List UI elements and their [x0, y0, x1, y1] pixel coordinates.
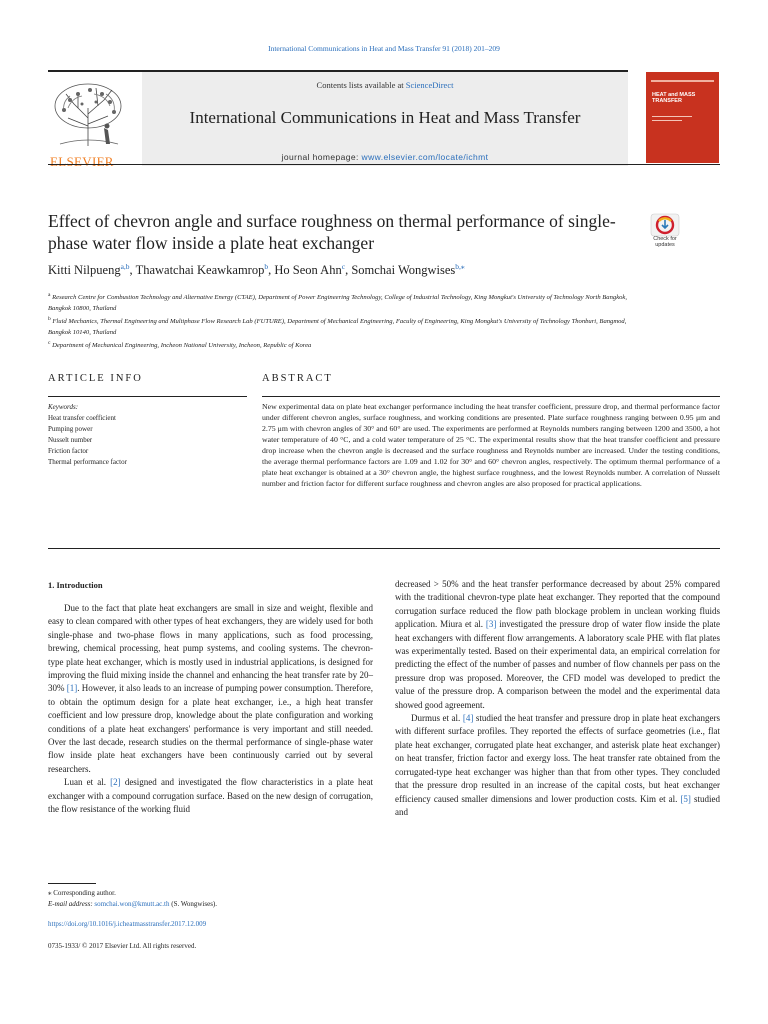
text-run: Luan et al.	[64, 777, 111, 788]
journal-header	[48, 70, 628, 169]
sciencedirect-link[interactable]: ScienceDirect	[405, 80, 454, 90]
cover-line	[652, 116, 692, 117]
affiliation	[48, 338, 648, 351]
masthead	[142, 72, 628, 166]
email-link[interactable]: somchai.won@kmutt.ac.th	[94, 900, 170, 908]
email-note	[48, 899, 373, 910]
keyword-item: Heat transfer coefficient	[48, 414, 116, 422]
author-affiliation-mark[interactable]: a,b	[120, 262, 130, 271]
affiliation-text: Department of Mechanical Engineering, Incheon National University, Incheon, Republic of Korea	[52, 342, 312, 350]
footnote-divider	[48, 883, 96, 884]
homepage-link[interactable]: www.elsevier.com/locate/ichmt	[361, 152, 489, 162]
paragraph	[48, 776, 373, 816]
contents-prefix: Contents lists available at	[316, 80, 406, 90]
author-separator: ,	[345, 263, 352, 278]
author-separator: ,	[129, 263, 136, 278]
cover-strip	[651, 80, 714, 82]
abstract-heading: ABSTRACT	[262, 373, 333, 384]
paragraph	[395, 712, 720, 819]
author-name[interactable]: Somchai Wongwises	[351, 263, 456, 278]
text-run: studied and	[395, 793, 720, 817]
body-divider	[48, 548, 720, 549]
text-run: . However, it also leads to an increase of pumping power consumption. Therefore, to obtain the optimum design for a plate heat exchanger, i.e., a high heat transfer coefficient and low pressure drop, knowledge about the plate configuration and working conditions of a plate heat exchangers' performance is very important and still needed. Over the last decade, research studies on the thermal performance of single-phase water flow inside plate heat exchangers have been continuously carried out by several researchers.	[48, 683, 374, 774]
affiliation-mark: a	[48, 292, 51, 298]
text-run: Due to the fact that plate heat exchangers are small in size and weight, flexible and easy to clean compared with other types of heat exchangers, they are widely used for both single-phase and two-phase flows in many applications, such as food processing, brewing, chemical processing, heat pump systems, and cooling systems. The chevron-type plate heat exchanger, which is mostly used in industrial applications, is designed for improving the fluid mixing inside the channel and enhancing the heat transfer rate by 20–30%	[48, 603, 373, 694]
affiliation	[48, 314, 648, 338]
corresponding-author-note: ⁎ Corresponding author.	[48, 889, 116, 897]
citation-link[interactable]: [3]	[485, 619, 497, 630]
crossmark-label[interactable]: Check for updates	[653, 236, 677, 248]
abstract-text: New experimental data on plate heat exchanger performance including the heat transfer coefficient, pressure drop, and thermal performance factor under different chevron angles, surface roughness, and working conditions are presented. Plate surface roughness ranging between 0.95 μm and 2.75 μm with chevron angles of 30° and 60° are used. The experiments are performed at Reynolds numbers ranging between 1200 and 3500, a hot water temperature of 40 °C, and a cold water temperature of 25 °C. The experimental results show that the heat transfer coefficient and pressure drop increase when the chevron angle is decreased and the surface roughness and Reynolds number are increased. Under the testing conditions, the average thermal performance factors are 1.09 and 1.02 for 30° and 60° chevron angles, respectively. The optimum thermal performance of a plate heat exchanger is obtained at a 30° chevron angle, the highest surface roughness, and the lowest Reynolds number. A correlation of Nusselt number and friction factor for different surface roughness and chevron angles are also proposed for practical applications.	[262, 402, 720, 488]
author-affiliation-mark[interactable]: c	[341, 262, 346, 271]
text-run: studied the heat transfer and pressure drop in plate heat exchangers with different surface profiles. They reported the effects of surface geometries (i.e., flat plate heat exchanger, corrugated plate heat exchanger, and asterisk plate heat exchanger) on heat transfer, friction factor and exergy loss. The heat transfer rate obtained from the corrugated-type heat exchanger was higher than that from other types. They concluded that the pressure drop resulted in an increase of the capital costs, but heat exchanger efficiency caused smaller dimensions and lower production costs. Kim et al.	[395, 713, 721, 804]
affiliation	[48, 290, 648, 314]
keyword-item: Friction factor	[48, 447, 89, 455]
article-info-heading: ARTICLE INFO	[48, 373, 143, 384]
author-affiliation-mark[interactable]: b	[264, 262, 269, 271]
affiliation-text: Fluid Mechanics, Thermal Engineering and Multiphase Flow Research Lab (FUTURE), Department of Mechanical Engineering, Faculty of Engineering, King Mongkut's University of Technology Thonburi, Bangmod, Bangkok 10140, Thailand	[48, 318, 627, 337]
keyword-item: Thermal performance factor	[48, 458, 127, 466]
article-title: Effect of chevron angle and surface roughness on thermal performance of single-phase water flow inside a plate heat exchanger	[48, 211, 616, 253]
introduction-heading: 1. Introduction	[48, 580, 103, 590]
author-affiliation-mark[interactable]: b,⁎	[455, 262, 465, 271]
body-column-left	[48, 602, 373, 817]
journal-reference[interactable]: International Communications in Heat and Mass Transfer 91 (2018) 201–209	[268, 44, 500, 53]
homepage-line	[142, 152, 628, 162]
journal-title: International Communications in Heat and Mass Transfer	[189, 108, 581, 127]
keyword-item: Pumping power	[48, 425, 93, 433]
keyword-item: Nusselt number	[48, 436, 93, 444]
tree-icon	[48, 78, 128, 150]
citation-link[interactable]: [1]	[66, 683, 78, 694]
footnotes	[48, 888, 373, 910]
text-run: investigated the pressure drop of water flow inside the plate heat exchangers with different flow arrangements. A laboratory scale PHE with flat plates was experimentally tested. Based on their experimental data, an empirical correlation for predicting the effect of the number of passes and number of flow channels per pass on the pressure drop was proposed. Moreover, the CFD model was developed to predict the value of the pressure drop. A comparison between the model and the experimental data showed good agreement.	[395, 619, 720, 710]
citation-link[interactable]: [2]	[110, 777, 121, 788]
journal-cover-thumbnail[interactable]	[646, 72, 719, 163]
abstract-divider	[262, 396, 720, 397]
author-name[interactable]: Ho Seon Ahn	[274, 263, 342, 278]
homepage-prefix: journal homepage:	[281, 152, 362, 162]
paragraph	[395, 578, 720, 712]
text-run: Durmus et al.	[411, 713, 463, 724]
text-run: designed and investigated the flow characteristics in a plate heat exchanger with a compound corrugation surface. Based on the new design of corrugation, the flow resistance of the working fluid	[48, 777, 374, 815]
author-name[interactable]: Kitti Nilpueng	[48, 263, 121, 278]
citation-link[interactable]: [4]	[462, 713, 474, 724]
copyright-notice: 0735-1933/ © 2017 Elsevier Ltd. All rights reserved.	[48, 942, 197, 950]
citation-link[interactable]: [5]	[680, 793, 691, 804]
header-divider	[48, 164, 720, 165]
email-suffix: (S. Wongwises).	[169, 900, 218, 908]
elsevier-logo	[48, 78, 128, 168]
doi-link[interactable]: https://doi.org/10.1016/j.icheatmasstransfer.2017.12.009	[48, 920, 207, 928]
affiliation-mark: c	[48, 340, 51, 347]
contents-line	[142, 80, 628, 90]
author-separator: ,	[268, 263, 275, 278]
author-list	[48, 262, 688, 278]
cover-title: HEAT and MASS TRANSFER	[652, 92, 696, 104]
author-name[interactable]: Thawatchai Keawkamrop	[135, 263, 265, 278]
keywords-block	[48, 402, 247, 468]
cover-line	[652, 120, 682, 121]
paragraph	[48, 602, 373, 776]
keywords-heading: Keywords:	[48, 403, 79, 411]
publisher-name: ELSEVIER	[50, 154, 114, 169]
text-run: decreased > 50% and the heat transfer performance decreased by about 25% compared with the traditional chevron-type plate heat exchanger. They reported that the compound corrugation surface reduced the flow path blockage problem in unclean working fluids application. Miura et al.	[395, 579, 720, 630]
body-column-right	[395, 578, 720, 819]
affiliations	[48, 290, 648, 352]
affiliation-mark: b	[48, 316, 51, 323]
affiliation-text: Research Centre for Combustion Technology and Alternative Energy (CTAE), Department of Power Engineering Technology, College of Industrial Technology, King Mongkut's University of Technology North Bangkok, Bangkok 10800, Thailand	[48, 294, 627, 313]
article-info-divider	[48, 396, 247, 397]
email-label: E-mail address:	[48, 900, 95, 908]
